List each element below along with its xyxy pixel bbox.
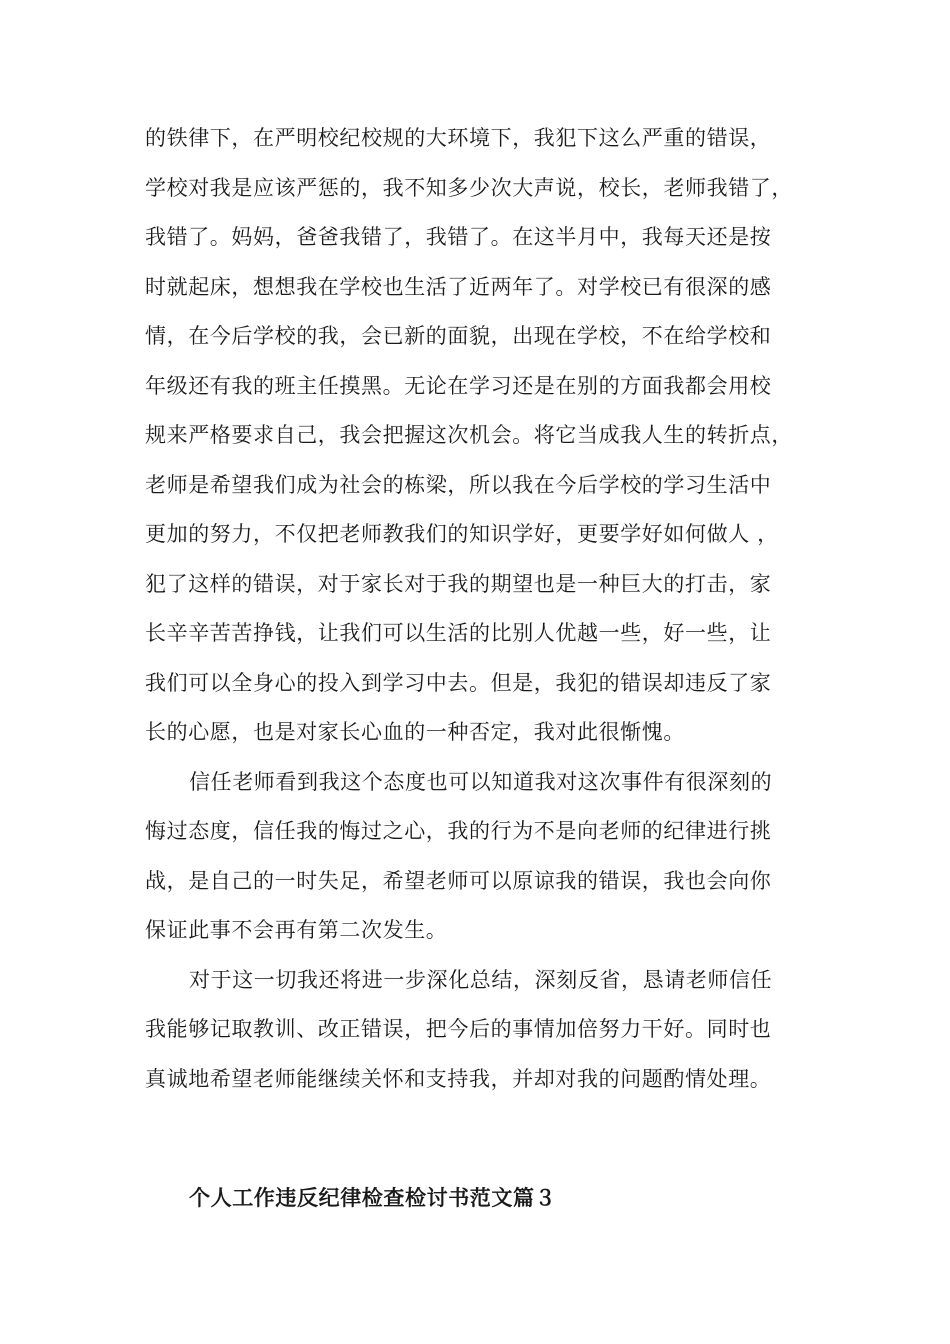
text-line: 情，在今后学校的我，会已新的面貌，出现在学校，不在给学校和 bbox=[145, 324, 772, 348]
paragraph-start-line: 信任老师看到我这个态度也可以知道我对这次事件有很深刻的 bbox=[189, 769, 773, 794]
text-line: 犯了这样的错误，对于家长对于我的期望也是一种巨大的打击，家 bbox=[145, 571, 772, 596]
text-line: 的铁律下，在严明校纪校规的大环境下，我犯下这么严重的错误， bbox=[145, 126, 772, 150]
text-line: 时就起床，想想我在学校也生活了近两年了。对学校已有很深的感 bbox=[145, 274, 772, 299]
body-text bbox=[145, 126, 825, 1116]
text-line: 我错了。妈妈，爸爸我错了，我错了。在这半月中，我每天还是按 bbox=[145, 225, 772, 249]
text-line: 年级还有我的班主任摸黑。无论在学习还是在别的方面我都会用校 bbox=[145, 373, 772, 398]
text-line: 战，是自己的一时失足，希望老师可以原谅我的错误，我也会向你 bbox=[145, 868, 772, 893]
text-line: 规来严格要求自己，我会把握这次机会。将它当成我人生的转折点， bbox=[145, 423, 793, 447]
text-line: 老师是希望我们成为社会的栋梁，所以我在今后学校的学习生活中 bbox=[145, 472, 772, 497]
text-line: 更加的努力，不仅把老师教我们的知识学好，更要学好如何做人 ， bbox=[145, 522, 779, 546]
text-line: 长辛辛苦苦挣钱，让我们可以生活的比别人优越一些，好一些，让 bbox=[145, 621, 772, 645]
text-line: 我们可以全身心的投入到学习中去。但是，我犯的错误却违反了家 bbox=[145, 670, 772, 695]
text-line: 保证此事不会再有第二次发生。 bbox=[145, 918, 448, 942]
text-line: 真诚地希望老师能继续关怀和支持我，并却对我的问题酌情处理。 bbox=[145, 1066, 772, 1091]
text-line: 长的心愿，也是对家长心血的一种否定，我对此很惭愧。 bbox=[145, 720, 685, 744]
text-line: 学校对我是应该严惩的，我不知多少次大声说，校长，老师我错了， bbox=[145, 175, 793, 200]
section-heading: 个人工作违反纪律检查检讨书范文篇３ bbox=[189, 1185, 557, 1210]
paragraph-start-line: 对于这一切我还将进一步深化总结，深刻反省，恳请老师信任 bbox=[189, 967, 773, 992]
text-line: 我能够记取教训、改正错误，把今后的事情加倍努力干好。同时也 bbox=[145, 1017, 772, 1041]
text-line: 悔过态度，信任我的悔过之心，我的行为不是向老师的纪律进行挑 bbox=[145, 819, 772, 843]
